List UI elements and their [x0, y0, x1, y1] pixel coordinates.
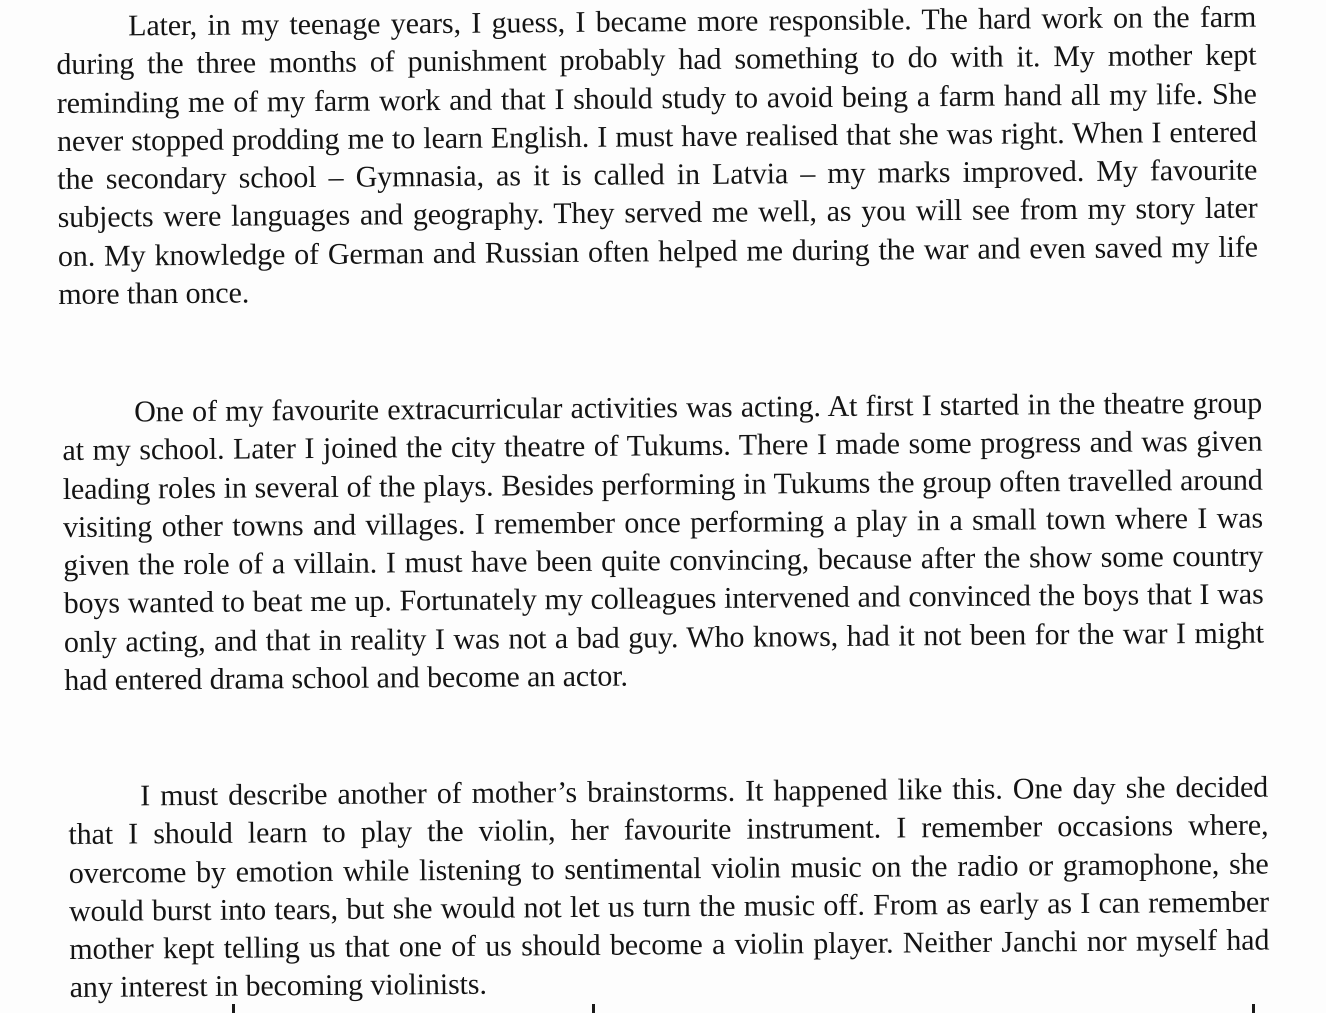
paragraph-violin: I must describe another of mother’s brainstorms. It happened like this. One day she decided that I should learn to play the violin, her favourite instrument. I remember occasions where, overcome by emotion while listening to sentimental violin music on the radio or gramophone, she would burst into tears, but she would not let us turn the music off. From as early as I can remember mother kept telling us that one of us should become a violin player. Neither Janchi nor myself had any interest in becoming violinists. [68, 770, 1270, 1005]
cut-off-next-line [72, 1004, 1272, 1013]
paragraph-acting: One of my favourite extracurricular activities was acting. At first I started in the theatre group at my school. Later I joined the city theatre of Tukums. There I made some progress and was given leading roles in several of the plays. Besides performing in Tukums the group often travelled around visiting other towns and villages. I remember once performing a play in a small town where I was given the role of a villain. I must have been quite convincing, because after the show some country boys wanted to beat me up. Fortunately my colleagues intervened and convinced the boys that I was only acting, and that in reality I was not a bad guy. Who knows, had it not been for the war I might had entered drama school and become an actor. [62, 386, 1265, 698]
paragraph-teenage-years: Later, in my teenage years, I guess, I became more responsible. The hard work on the farm during the three months of punishment probably had something to do with it. My mother kept reminding me of my farm work and that I should study to avoid being a farm hand all my life. She never stopped prodding me to learn English. I must have realised that she was right. When I entered the secondary school – Gymnasia, as it is called in Latvia – my marks improved. My favourite subjects were languages and geography. They served me well, as you will see from my story later on. My knowledge of German and Russian often helped me during the war and even saved my life more than once. [56, 0, 1259, 312]
